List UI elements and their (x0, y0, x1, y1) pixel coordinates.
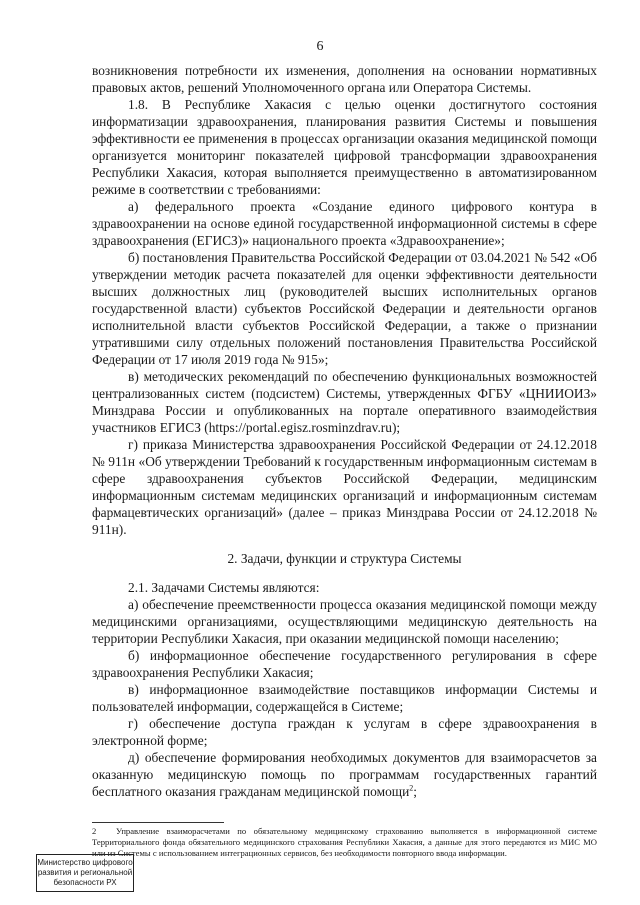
section-heading: 2. Задачи, функции и структура Системы (227, 551, 462, 566)
task-item-b: б) информационное обеспечение государственного регулирования в сфере здравоохранения Республики Хакасия; (92, 648, 597, 680)
footnote-reference: 2 (409, 783, 414, 793)
registration-stamp (36, 854, 134, 892)
paragraph-continuation: возникновения потребности их изменения, дополнения на основании нормативных правовых актов, решений Уполномоченного органа или Оператора Системы. (92, 63, 597, 95)
list-item-a: а) федерального проекта «Создание единого цифрового контура в здравоохранении на основе единой государственной информационной системы в сфере здравоохранения (ЕГИСЗ)» национального проекта «Здравоохранение»; (92, 199, 597, 248)
task-item-d-end: ; (413, 784, 417, 799)
task-item-d-text: д) обеспечение формирования необходимых документов для взаиморасчетов за оказанную медицинскую помощь по программам государственных гарантий бесплатного оказания гражданам медицинской помощи (92, 750, 597, 799)
document-body (92, 62, 597, 800)
paragraph-1-8: 1.8. В Республике Хакасия с целью оценки достигнутого состояния информатизации здравоохранения, планирования развития Системы и повышения эффективности ее применения в процессах организации оказания медицинской помощи организуется мониторинг показателей цифровой трансформации здравоохранения Республики Хакасия, которая выполняется преимущественно в автоматизированном режиме в соответствии с требованиями: (92, 97, 597, 197)
list-item-v: в) методических рекомендаций по обеспечению функциональных возможностей централизованных систем (подсистем) Системы, утвержденных ФГБУ «ЦНИИОИЗ» Минздрава России и опубликованных на портале оперативного взаимодействия участников ЕГИСЗ (https://portal.egisz.rosminzdrav.ru); (92, 369, 597, 435)
paragraph-2-1: 2.1. Задачами Системы являются: (128, 580, 320, 595)
stamp-line-1: Министерство цифрового (37, 858, 133, 867)
page-number: 6 (316, 39, 324, 54)
task-item-d (92, 749, 597, 800)
list-item-b: б) постановления Правительства Российской Федерации от 03.04.2021 № 542 «Об утверждении методик расчета показателей для оценки эффективности деятельности высших должностных лиц (руководителей высших исполнительных органов государственной власти) субъектов Российской Федерации и деятельности органов исполнительной власти субъектов Российской Федерации, а также о признании утратившими силу отдельных положений постановления Правительства Российской Федерации от 17 июля 2019 года № 915»; (92, 250, 597, 367)
footnote-divider (92, 822, 224, 823)
task-item-v: в) информационное взаимодействие поставщиков информации Системы и пользователей информации, содержащейся в Системе; (92, 682, 597, 714)
footnote-text: Управление взаиморасчетами по обязательному медицинскому страхованию выполняется в информационной системе Территориального фонда обязательного медицинского страхования Республики Хакасия, а данные для этого передаются из МИС МО или из Системы с использованием интеграционных сервисов, без необходимости повторного ввода информации. (92, 826, 597, 858)
footnote (92, 826, 597, 859)
stamp-line-3: безопасности РХ (53, 878, 117, 887)
list-item-g: г) приказа Министерства здравоохранения Российской Федерации от 24.12.2018 № 911н «Об утверждении Требований к государственным информационным системам в сфере здравоохранения субъектов Российской Федерации, медицинским информационным системам медицинских организаций и информационным системам фармацевтических организаций» (далее – приказ Минздрава России от 24.12.2018 № 911н). (92, 437, 597, 537)
task-item-a: а) обеспечение преемственности процесса оказания медицинской помощи между медицинскими организациями, осуществляющими медицинскую деятельность на территории Республики Хакасия, при оказании медицинской помощи населению; (92, 597, 597, 646)
stamp-line-2: развития и региональной (37, 868, 133, 877)
task-item-g: г) обеспечение доступа граждан к услугам в сфере здравоохранения в электронной форме; (92, 716, 597, 748)
footnote-mark: 2 (92, 826, 97, 836)
